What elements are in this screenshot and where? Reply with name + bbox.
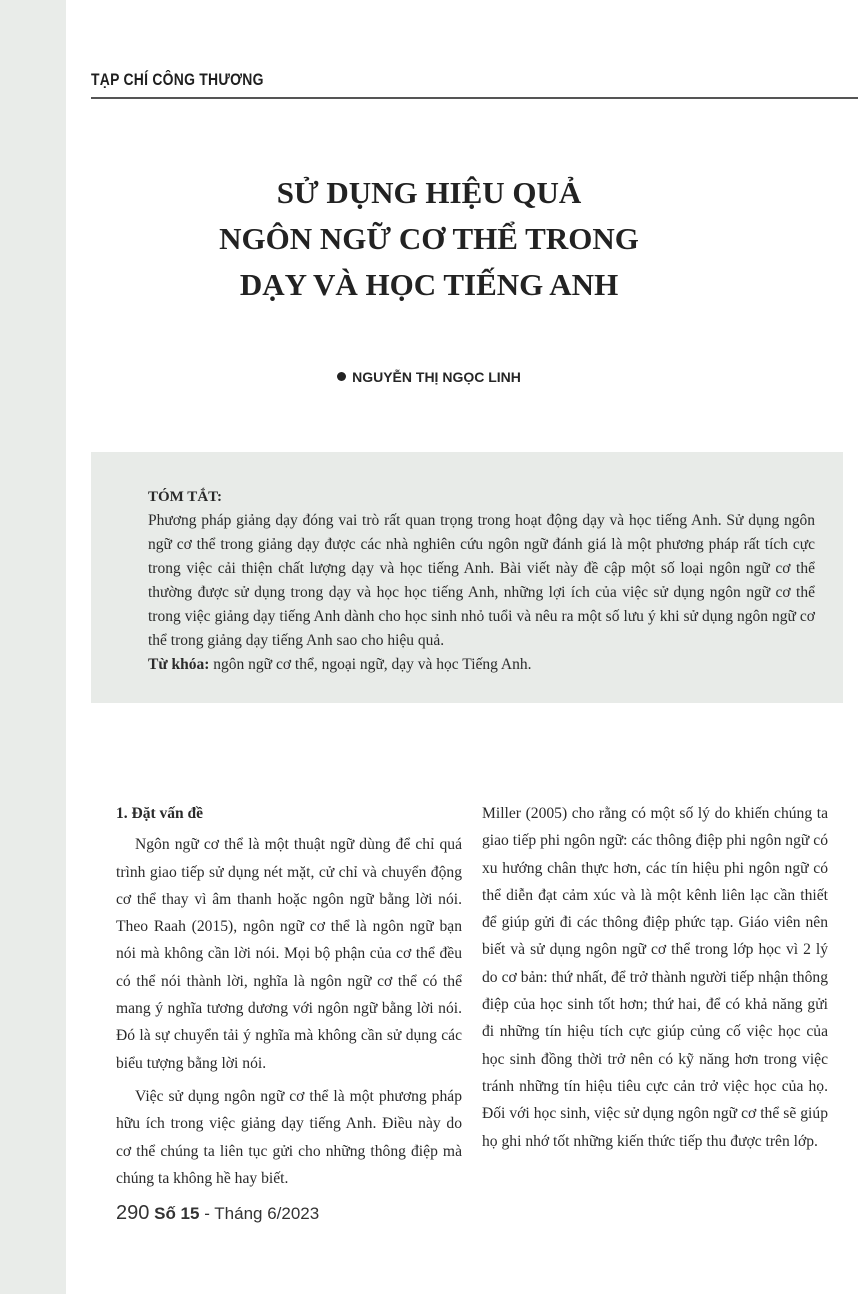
abstract-content [148,485,815,677]
keywords [148,653,815,677]
section-heading: 1. Đặt vấn đề [116,805,203,822]
bullet-icon [337,372,346,381]
abstract-body: Phương pháp giảng dạy đóng vai trò rất quan trọng trong hoạt động dạy và học tiếng Anh. Sử dụng ngôn ngữ cơ thể trong giảng dạy được các nhà nghiên cứu ngôn ngữ đánh giá là một phương pháp rất tích cực trong việc cải thiện chất lượng dạy và học tiếng Anh. Bài viết này đề cập một số loại ngôn ngữ cơ thể thường được sử dụng trong dạy và học học tiếng Anh, những lợi ích của việc sử dụng ngôn ngữ cơ thể trong việc giảng dạy tiếng Anh dành cho học sinh nhỏ tuổi và nêu ra một số lưu ý khi sử dụng ngôn ngữ cơ thể trong giảng dạy tiếng Anh sao cho hiệu quả. [148,512,815,649]
page-footer [116,1202,319,1225]
title-line-1: SỬ DỤNG HIỆU QUẢ [276,175,582,210]
author-name: NGUYỄN THỊ NGỌC LINH [352,369,521,385]
author-line [0,369,858,385]
paragraph: Miller (2005) cho rằng có một số lý do khiến chúng ta giao tiếp phi ngôn ngữ: các thông điệp phi ngôn ngữ có xu hướng chân thực hơn, các tín hiệu phi ngôn ngữ có thể diễn đạt cảm xúc và là một kênh liên lạc cần thiết để giúp gửi đi các thông điệp phức tạp. Giáo viên nên biết và sử dụng ngôn ngữ cơ thể trong lớp học vì 2 lý do cơ bản: thứ nhất, để trở thành người tiếp nhận thông điệp của học sinh tốt hơn; thứ hai, để có khả năng gửi đi những tín hiệu tích cực giúp củng cố việc học của học sinh đồng thời trở nên có kỹ năng hơn trong việc tránh những tín hiệu tiêu cực cản trở việc học của họ. Đối với học sinh, việc sử dụng ngôn ngữ cơ thể sẽ giúp họ ghi nhớ tốt những kiến thức tiếp thu được trên lớp. [482,805,828,1150]
abstract-heading: TÓM TẮT: [148,489,223,505]
journal-name: TẠP CHÍ CÔNG THƯƠNG [91,70,264,89]
header-divider [91,97,858,99]
article-title [0,170,858,308]
issue-number: Số 15 [154,1204,200,1223]
title-line-3: DẠY VÀ HỌC TIẾNG ANH [239,267,619,302]
paragraph: Ngôn ngữ cơ thể là một thuật ngữ dùng để chỉ quá trình giao tiếp sử dụng nét mặt, cử chỉ và chuyển động cơ thể thay vì âm thanh hoặc ngôn ngữ bằng lời nói. Theo Raah (2015), ngôn ngữ cơ thể là ngôn ngữ bạn nói mà không cần lời nói. Mọi bộ phận của cơ thể đều có thể nói thành lời, nghĩa là ngôn ngữ cơ thể có thể mang ý nghĩa tương dương với ngôn ngữ bằng lời nói. Đó là sự chuyển tải ý nghĩa mà không cần sử dụng các biểu tượng bằng lời nói. [116,836,462,1072]
keywords-label: Từ khóa: [148,656,210,673]
issue-date: - Tháng 6/2023 [199,1204,320,1223]
left-column [116,800,462,1198]
right-column [482,800,828,1161]
paragraph: Việc sử dụng ngôn ngữ cơ thể là một phương pháp hữu ích trong việc giảng dạy tiếng Anh. Điều này do cơ thể chúng ta liên tục gửi cho những thông điệp mà chúng ta không hề hay biết. [116,1087,462,1187]
abstract-text [148,509,815,653]
title-line-2: NGÔN NGỮ CƠ THỂ TRONG [219,221,639,256]
page-number: 290 [116,1202,150,1224]
keywords-text: ngôn ngữ cơ thể, ngoại ngữ, dạy và học Tiếng Anh. [209,656,532,673]
abstract-box [91,452,843,703]
